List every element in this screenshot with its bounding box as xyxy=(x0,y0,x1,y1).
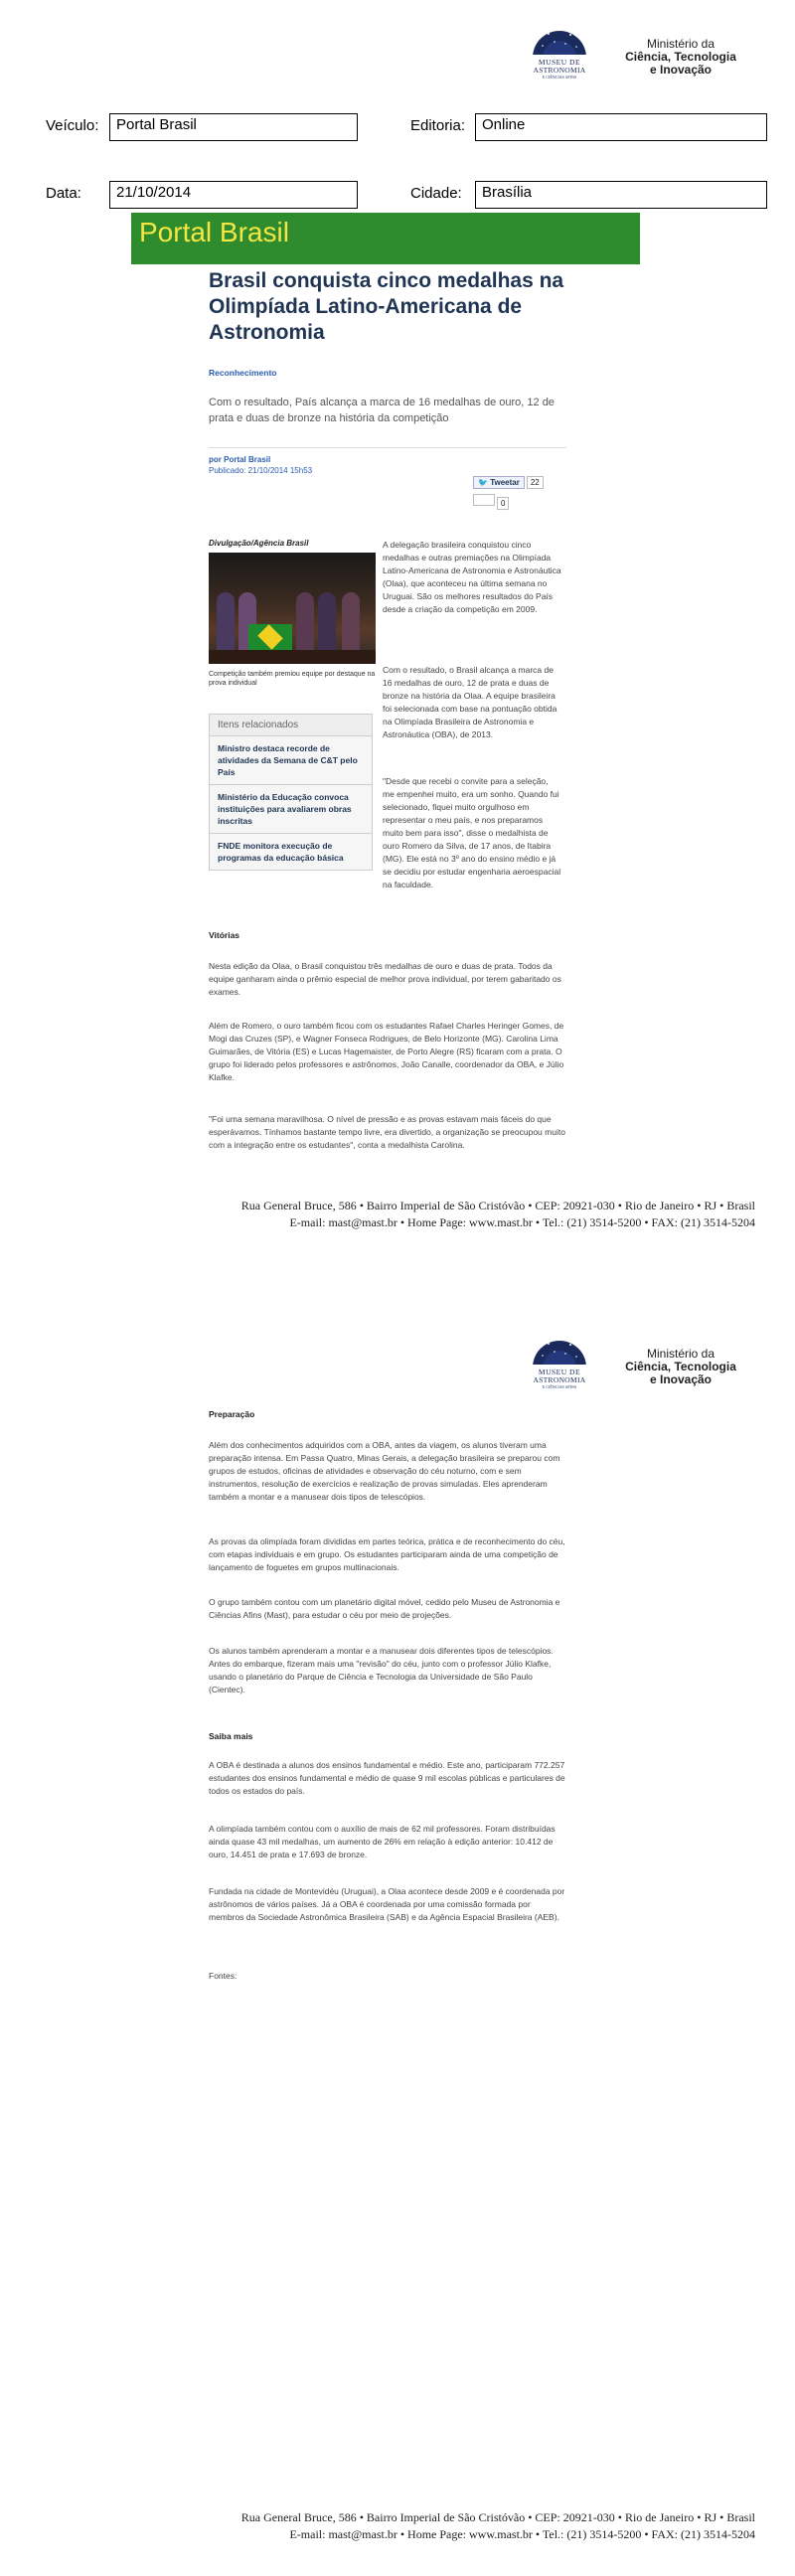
ministry-name xyxy=(616,1348,745,1386)
brazil-flag-icon xyxy=(248,624,292,650)
body-paragraph: As provas da olimpíada foram divididas em partes teórica, prática e de reconhecimento do céu, com etapas individuais e em grupo. Os estudantes participaram ainda de uma competição de lançamento de foguetes em grupos multinacionais. xyxy=(209,1536,565,1572)
saiba-heading: Saiba mais xyxy=(209,1731,253,1741)
header-logos-page1 xyxy=(527,22,745,91)
ministry-line3: e Inovação xyxy=(649,1371,713,1386)
vitorias-heading: Vitórias xyxy=(209,930,240,940)
related-item[interactable]: Ministério da Educação convoca instituições para avaliarem obras inscritas xyxy=(210,785,372,834)
related-item[interactable]: FNDE monitora execução de programas da educação básica xyxy=(210,834,372,870)
photo-caption: Competição também premiou equipe por destaque na prova individual xyxy=(209,671,376,687)
related-item[interactable]: Ministro destaca recorde de atividades da Semana de C&T pelo País xyxy=(210,736,372,785)
article-headline: Brasil conquista cinco medalhas na Olimpíada Latino-Americana de Astronomia xyxy=(209,269,564,344)
veiculo-field: Portal Brasil xyxy=(109,113,358,141)
related-heading: Itens relacionados xyxy=(210,715,372,736)
footer-address: Rua General Bruce, 586 • Bairro Imperial de São Cristóvão • CEP: 20921-030 • Rio de Janeiro • RJ • Brasil xyxy=(240,2510,755,2524)
tweet-label: Tweetar xyxy=(490,478,520,487)
cidade-label: Cidade: xyxy=(410,185,462,202)
portal-banner xyxy=(131,213,640,264)
body-paragraph: Nesta edição da Olaa, o Brasil conquistou três medalhas de ouro e duas de prata. Todos da equipe ganharam ainda o prêmio especial de melhor prova individual, por terem gabaritado os exames. xyxy=(209,961,561,997)
tweet-button[interactable] xyxy=(473,476,525,489)
logo-line2: ASTRONOMIA xyxy=(533,66,586,75)
observatory-dome-icon xyxy=(529,1332,590,1368)
editoria-label: Editoria: xyxy=(410,117,466,134)
logo-line2: ASTRONOMIA xyxy=(533,1375,586,1384)
logo-line1: MUSEU DE xyxy=(538,1368,581,1376)
editoria-field: Online xyxy=(475,113,767,141)
photo-credit: Divulgação/Agência Brasil xyxy=(209,539,309,548)
like-count: 0 xyxy=(497,497,509,510)
footer-contact: E-mail: mast@mast.br • Home Page: www.mast.br • Tel.: (21) 3514-5200 • FAX: (21) 3514-5204 xyxy=(289,2527,755,2541)
body-paragraph: Além dos conhecimentos adquiridos com a OBA, antes da viagem, os alunos tiveram uma preparação intensa. Em Passa Quatro, Minas Gerais, a delegação brasileira se preparou com grupos de estudos, oficinas de atividades e observação do céu noturno, com e sem instrumentos, resolução de exercícios e realização de provas simuladas. Eles aprenderam também a montar e a manusear dois tipos de telescópios. xyxy=(209,1440,560,1502)
ministry-line2: Ciência, Tecnologia xyxy=(625,49,736,64)
ministry-name xyxy=(616,38,745,77)
published-date: Publicado: 21/10/2014 15h53 xyxy=(209,466,313,475)
side-paragraph: Com o resultado, o Brasil alcança a marca de 16 medalhas de ouro, 12 de prata e duas de bronze na história da Olaa. A equipe brasileira foi selecionada com base na pontuação obtida na Olimpíada Brasileira de Astronomia e Astronáutica (OBA), de 2013. xyxy=(383,665,557,739)
portal-banner-title: Portal Brasil xyxy=(139,217,289,247)
mast-logo xyxy=(527,1332,592,1401)
like-button[interactable] xyxy=(473,494,495,506)
preparacao-heading: Preparação xyxy=(209,1409,255,1419)
body-paragraph: Os alunos também aprenderam a montar e a manusear dois diferentes tipos de telescópios. Antes do embarque, fizeram mais uma "revisão" do céu, junto com o professor Júlio Klafke, usando o planetário do Parque de Ciência e Tecnologia da Universidade de São Paulo (Cientec). xyxy=(209,1646,554,1694)
footer-address: Rua General Bruce, 586 • Bairro Imperial de São Cristóvão • CEP: 20921-030 • Rio de Janeiro • RJ • Brasil xyxy=(240,1199,755,1212)
logo-line3: E CIÊNCIAS AFINS xyxy=(542,75,577,80)
body-paragraph: Além de Romero, o ouro também ficou com os estudantes Rafael Charles Heringer Gomes, de Mogi das Cruzes (SP), e Wagner Fonseca Rodrigues, de Belo Horizonte (MG). Carolina Lima Guimarães, de Vitória (ES) e Lucas Hagemaister, de Porto Alegre (RS) ficaram com a prata. O grupo foi liderado pelos professores e astrônomos, João Canalle, coordenador da OBA, e Júlio Klafke. xyxy=(209,1021,564,1082)
body-paragraph: O grupo também contou com um planetário digital móvel, cedido pelo Museu de Astronomia e Ciências Afins (Mast), para estudar o céu por meio de projeções. xyxy=(209,1597,560,1620)
fontes-label: Fontes: xyxy=(209,1971,238,1981)
header-logos-page2 xyxy=(527,1332,745,1401)
twitter-bird-icon: 🐦 xyxy=(478,478,488,487)
body-paragraph: A olimpíada também contou com o auxílio de mais de 62 mil professores. Foram distribuídas ainda quase 43 mil medalhas, um aumento de 26% em relação à edição anterior: 10.412 de ouro, 14.451 de prata e 17.693 de bronze. xyxy=(209,1824,556,1859)
logo-line1: MUSEU DE xyxy=(538,58,581,67)
ministry-line2: Ciência, Tecnologia xyxy=(625,1359,736,1373)
footer-page2 xyxy=(149,2509,755,2543)
article-photo xyxy=(209,553,376,664)
social-buttons xyxy=(473,472,544,511)
footer-page1 xyxy=(149,1198,755,1231)
side-paragraph: A delegação brasileira conquistou cinco medalhas e outras premiações na Olimpíada Latino-Americana de Astronomia e Astronáutica (Olaa), que aconteceu na última semana no Uruguai. São os melhores resultados do País desde a criação da competição em 2009. xyxy=(383,540,561,614)
body-paragraph: "Foi uma semana maravilhosa. O nível de pressão e as provas estavam mais fáceis do que esperávamos. Tínhamos bastante tempo livre, era divertido, a organização se preocupou muito com a integração entre os estudantes", conta a medalhista Carolina. xyxy=(209,1114,565,1150)
observatory-dome-icon xyxy=(529,22,590,58)
article-lead: Com o resultado, País alcança a marca de 16 medalhas de ouro, 12 de prata e duas de bronze na história da competição xyxy=(209,397,555,424)
data-label: Data: xyxy=(46,185,81,202)
body-paragraph: Fundada na cidade de Montevidéu (Uruguai), a Olaa acontece desde 2009 e é coordenada por astrônomos de vários países. Já a OBA é coordenada por uma comissão formada por membros da Sociedade Astronômica Brasileira (SAB) e da Agência Espacial Brasileira (AEB). xyxy=(209,1886,565,1922)
mast-logo xyxy=(527,22,592,91)
ministry-line1: Ministério da xyxy=(646,36,716,51)
cidade-field: Brasília xyxy=(475,181,767,209)
footer-contact: E-mail: mast@mast.br • Home Page: www.mast.br • Tel.: (21) 3514-5200 • FAX: (21) 3514-5204 xyxy=(289,1215,755,1229)
ministry-line1: Ministério da xyxy=(646,1346,716,1361)
ministry-line3: e Inovação xyxy=(649,62,713,77)
logo-line3: E CIÊNCIAS AFINS xyxy=(542,1384,577,1389)
side-paragraph: "Desde que recebi o convite para a seleção, me empenhei muito, era um sonho. Quando fui selecionado, fiquei muito orgulhoso em representar o meu país, e nos preparamos muito bem para isso", disse o medalhista de ouro Romero da Silva, de 17 anos, de Itabira (MG). Ele está no 3º ano do ensino médio e já se decidiu por estudar engenharia aeroespacial na faculdade. xyxy=(383,776,561,889)
byline[interactable]: por Portal Brasil xyxy=(209,455,271,464)
data-field: 21/10/2014 xyxy=(109,181,358,209)
body-paragraph: A OBA é destinada a alunos dos ensinos fundamental e médio. Este ano, participaram 772.257 estudantes dos ensinos fundamental e médio de quase 9 mil escolas públicas e particulares de todos os estados do país. xyxy=(209,1760,565,1796)
veiculo-label: Veículo: xyxy=(46,117,99,134)
tweet-count: 22 xyxy=(527,476,544,489)
section-link[interactable]: Reconhecimento xyxy=(209,368,277,378)
related-items-box xyxy=(209,714,373,871)
